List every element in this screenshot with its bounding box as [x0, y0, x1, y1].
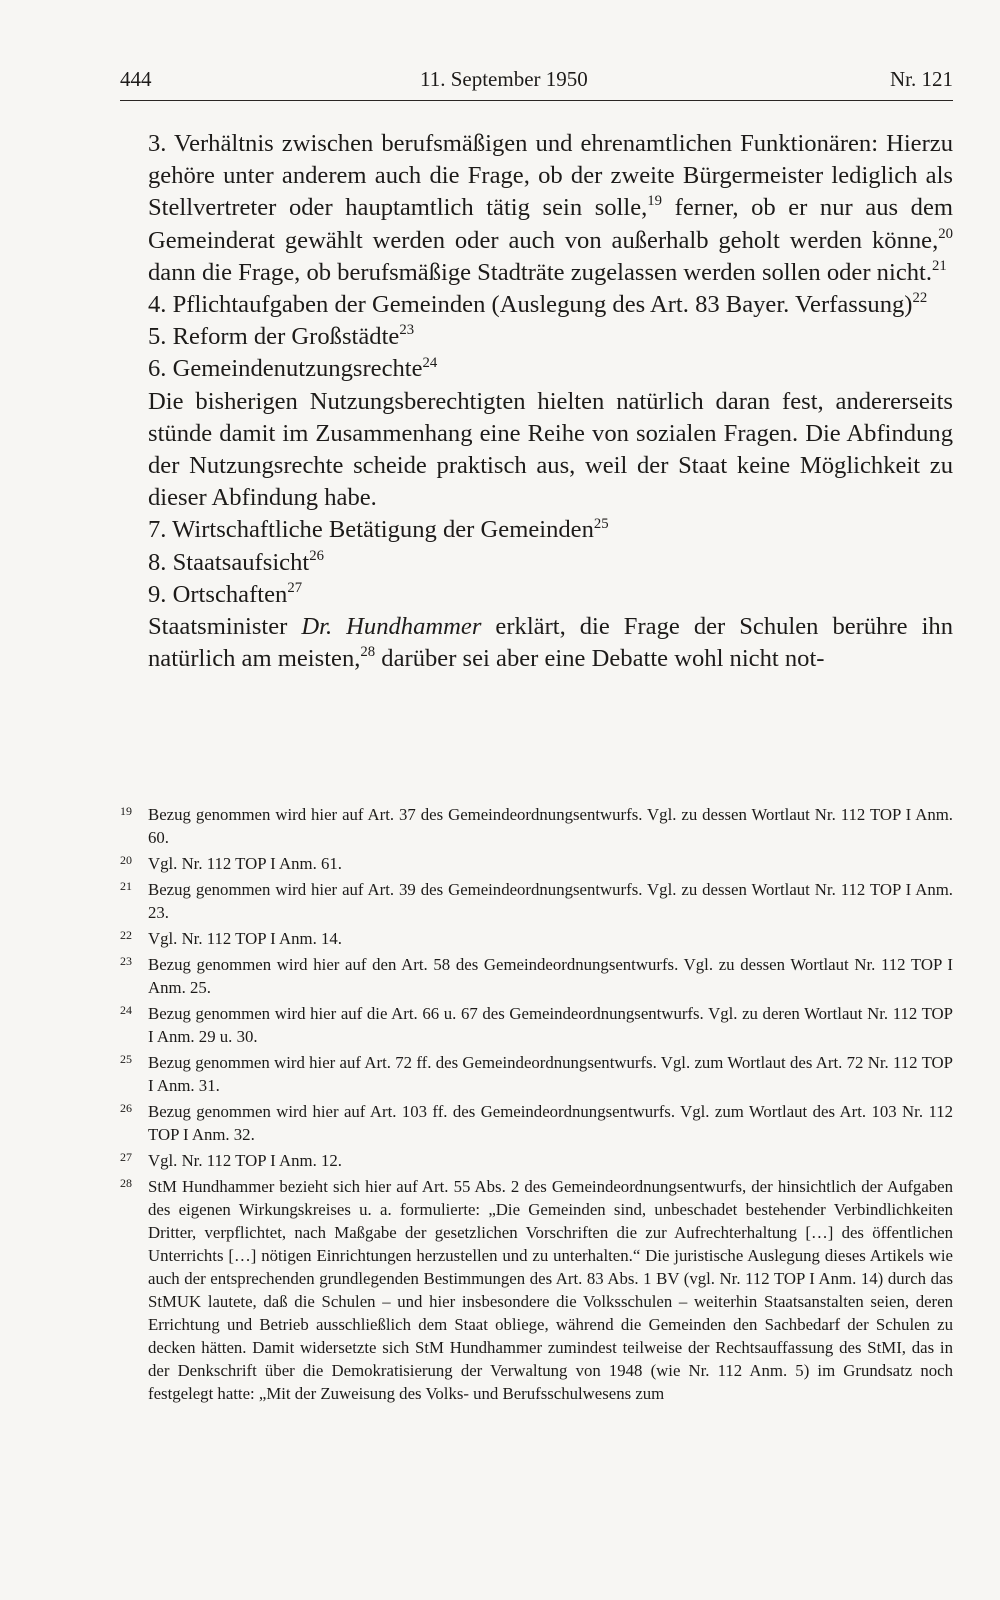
item-6: 6. Gemeindenutzungsrechte$^{24}$	[148, 354, 438, 383]
footnote-text: Bezug genommen wird hier auf Art. 39 des Gemeindeordnungsentwurfs. Vgl. zu dessen Wortlaut Nr. 112 TOP I Anm. 23.	[148, 880, 953, 922]
footnote-ref-22[interactable]: 22	[912, 290, 928, 307]
footnote-number: 19	[120, 804, 132, 818]
document-number: Nr. 121	[890, 67, 953, 91]
footnote	[120, 1002, 953, 1048]
footnote-number: 24	[120, 1003, 132, 1017]
main-text	[148, 128, 953, 675]
footnote-ref-23[interactable]: 23	[399, 322, 415, 339]
footnote-number: 22	[120, 928, 132, 942]
footnote-ref-24[interactable]: 24	[422, 354, 438, 371]
item-4: 4. Pflichtaufgaben der Gemeinden (Auslegung des Art. 83 Bayer. Verfassung)$^{22}$	[148, 290, 928, 319]
footnote	[120, 953, 953, 999]
footnote-number: 28	[120, 1176, 132, 1190]
footnote	[120, 803, 953, 849]
footnote-number: 20	[120, 853, 132, 867]
footnote-number: 23	[120, 954, 132, 968]
item-9: 9. Ortschaften$^{27}$	[148, 579, 303, 608]
footnote	[120, 1149, 953, 1172]
footnote-number: 25	[120, 1052, 132, 1066]
footnote-ref-19[interactable]: 19	[647, 193, 663, 210]
item-7: 7. Wirtschaftliche Betätigung der Gemeinden$^{25}$	[148, 515, 609, 544]
footnote	[120, 1100, 953, 1146]
item-3: 3. Verhältnis zwischen berufsmäßigen und ehrenamtlichen Funktionären: Hierzu gehöre unter anderem auch die Frage, ob der zweite Bürgermeister lediglich als Stellvertreter oder hauptamtlich tätig sein solle,$^{19}$ ferner, ob er nur aus dem Gemeinderat gewählt werden oder auch von außerhalb geholt werden könne,$^{20}$ dann die Frage, ob berufsmäßige Stadträte zugelassen werden sollen oder nicht.$^{21}$	[148, 130, 953, 286]
footnote	[120, 927, 953, 950]
footnote	[120, 1175, 953, 1405]
footnote-ref-26[interactable]: 26	[309, 547, 324, 564]
footnote-text: Bezug genommen wird hier auf die Art. 66 u. 67 des Gemeindeordnungsentwurfs. Vgl. zu deren Wortlaut Nr. 112 TOP I Anm. 29 u. 30.	[148, 1004, 953, 1046]
footnotes	[120, 803, 953, 1408]
paragraph-hundhammer: Staatsminister Dr. Hundhammer erklärt, die Frage der Schulen berühre ihn natürlich am meisten,$^{28}$ darüber sei aber eine Debatte wohl nicht not-	[148, 613, 954, 673]
session-date: 11. September 1950	[420, 67, 588, 91]
page-number: 444	[120, 67, 152, 91]
footnote-text: Vgl. Nr. 112 TOP I Anm. 61.	[148, 854, 342, 873]
footnote	[120, 878, 953, 924]
footnote-text: Vgl. Nr. 112 TOP I Anm. 12.	[148, 1151, 342, 1170]
footnote-text: StM Hundhammer bezieht sich hier auf Art. 55 Abs. 2 des Gemeindeordnungsentwurfs, der hinsichtlich der Aufgaben des eigenen Wirkungskreises u. a. formulierte: „Die Gemeinden sind, unbeschadet bestehender Verbindlichkeiten Dritter, verpflichtet, nach Maßgabe der gesetzlichen Vorschriften die zur Aufrechterhaltung […] des öffentlichen Unterrichts […] nötigen Einrichtungen herzustellen und zu unterhalten.“ Die juristische Auslegung dieses Artikels wie auch der entsprechenden grundlegenden Bestimmungen des Art. 83 Abs. 1 BV (vgl. Nr. 112 TOP I Anm. 14) durch das StMUK lautete, daß die Schulen – und hier insbesondere die Volksschulen – weiterhin Staatsanstalten seien, deren Errichtung und Betrieb ausschließlich dem Staat obliege, während die Gemeinden den Sachbedarf der Schulen zu decken hätten. Damit widersetzte sich StM Hundhammer zumindest teilweise der Rechtsauffassung des StMI, das in der Denkschrift über die Demokratisierung der Verwaltung von 1948 (wie Nr. 112 Anm. 5) im Grundsatz noch festgelegt hatte: „Mit der Zuweisung des Volks- und Berufsschulwesens zum	[148, 1177, 953, 1403]
footnote-ref-28[interactable]: 28	[360, 644, 376, 661]
footnote-text: Bezug genommen wird hier auf Art. 103 ff. des Gemeindeordnungsentwurfs. Vgl. zum Wortlaut des Art. 103 Nr. 112 TOP I Anm. 32.	[148, 1102, 953, 1144]
footnote-number: 21	[120, 879, 132, 893]
speaker-name: Dr. Hundhammer	[301, 613, 482, 641]
footnote-number: 26	[120, 1101, 132, 1115]
footnote-number: 27	[120, 1150, 132, 1164]
item-5: 5. Reform der Großstädte$^{23}$	[148, 322, 415, 351]
footnote-ref-20[interactable]: 20	[938, 225, 953, 242]
paragraph-nutzungsrechte: Die bisherigen Nutzungsberechtigten hielten natürlich daran fest, andererseits stünde damit im Zusammenhang eine Reihe von sozialen Fragen. Die Abfindung der Nutzungsrechte scheide praktisch aus, weil der Staat keine Möglichkeit zu dieser Abfindung habe.	[148, 387, 953, 512]
footnote-text: Bezug genommen wird hier auf Art. 37 des Gemeindeordnungsentwurfs. Vgl. zu dessen Wortlaut Nr. 112 TOP I Anm. 60.	[148, 805, 953, 847]
footnote-ref-25[interactable]: 25	[593, 515, 609, 532]
header-rule	[120, 100, 953, 101]
footnote-text: Bezug genommen wird hier auf den Art. 58 des Gemeindeordnungsentwurfs. Vgl. zu dessen Wortlaut Nr. 112 TOP I Anm. 25.	[148, 955, 953, 997]
footnote	[120, 852, 953, 875]
footnote-text: Vgl. Nr. 112 TOP I Anm. 14.	[148, 929, 342, 948]
footnote-text: Bezug genommen wird hier auf Art. 72 ff. des Gemeindeordnungsentwurfs. Vgl. zum Wortlaut des Art. 72 Nr. 112 TOP I Anm. 31.	[148, 1053, 953, 1095]
footnote-ref-21[interactable]: 21	[932, 257, 947, 274]
footnote	[120, 1051, 953, 1097]
footnote-ref-27[interactable]: 27	[287, 579, 303, 596]
item-8: 8. Staatsaufsicht$^{26}$	[148, 547, 324, 576]
